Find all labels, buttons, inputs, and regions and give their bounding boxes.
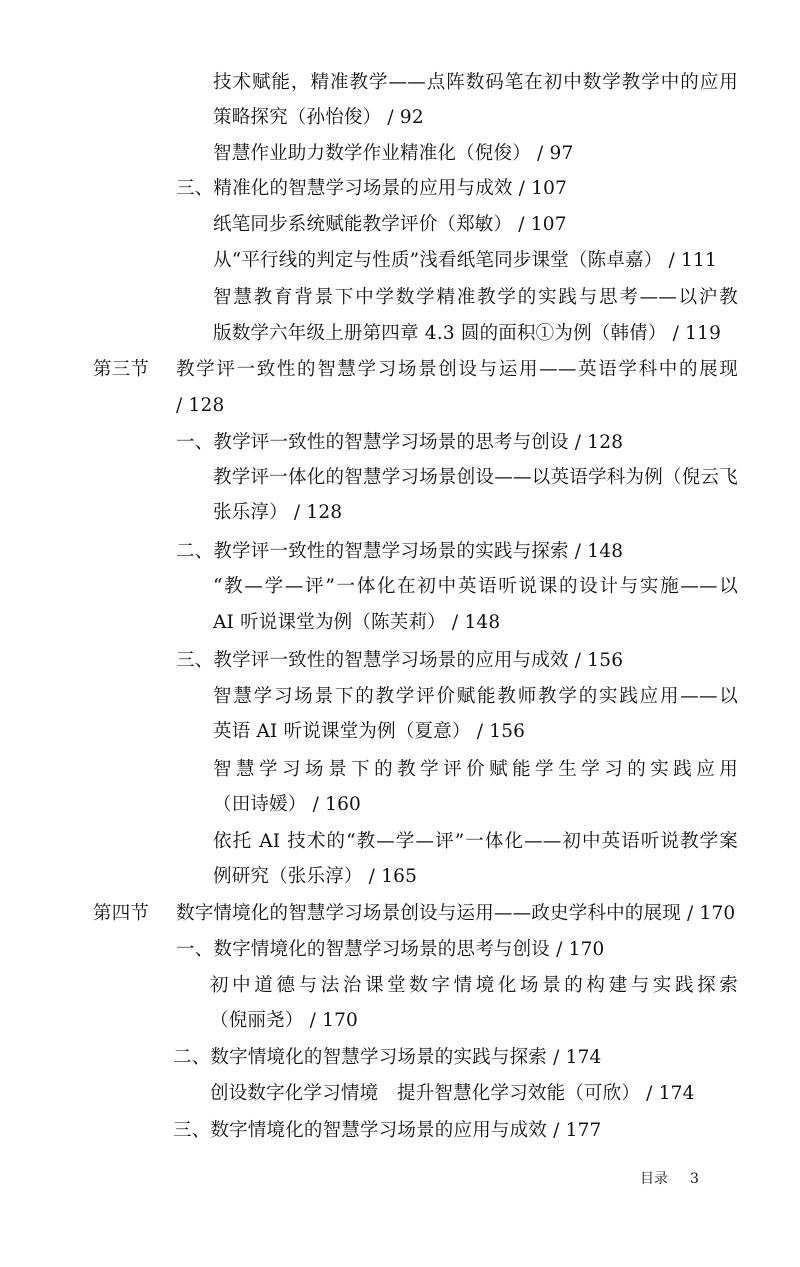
toc-entry: （田诗媛） / 160 — [213, 794, 362, 815]
toc-section-page: / 128 — [176, 395, 225, 416]
toc-entry: 技术赋能，精准教学——点阵数码笔在初中数学教学中的应用 — [213, 72, 738, 93]
toc-subsection-heading: 一、数字情境化的智慧学习场景的思考与创设 / 170 — [176, 939, 605, 960]
section-label: 第四节 — [93, 903, 150, 924]
toc-entry: 策略探究（孙怡俊） / 92 — [213, 107, 424, 128]
toc-entry: 张乐淳） / 128 — [213, 502, 343, 523]
toc-entry: 教学评一体化的智慧学习场景创设——以英语学科为例（倪云飞 — [213, 467, 738, 488]
toc-subsection-heading: 一、教学评一致性的智慧学习场景的思考与创设 / 128 — [176, 432, 624, 453]
toc-subsection-heading: 二、教学评一致性的智慧学习场景的实践与探索 / 148 — [176, 541, 624, 562]
toc-entry: 从“平行线的判定与性质”浅看纸笔同步课堂（陈卓嘉） / 111 — [213, 250, 717, 271]
footer-label: 目录 — [640, 1171, 668, 1187]
toc-section-title: 教学评一致性的智慧学习场景创设与运用——英语学科中的展现 — [176, 359, 738, 380]
toc-entry: 智慧学习场景下的教学评价赋能教师教学的实践应用——以 — [213, 686, 738, 707]
toc-entry: 英语 AI 听说课堂为例（夏意） / 156 — [213, 721, 526, 742]
toc-entry: 初中道德与法治课堂数字情境化场景的构建与实践探索 — [210, 975, 738, 996]
toc-subsection-heading: 三、精准化的智慧学习场景的应用与成效 / 107 — [176, 178, 568, 199]
toc-entry: 智慧学习场景下的教学评价赋能学生学习的实践应用 — [213, 759, 738, 780]
toc-section-title: 数字情境化的智慧学习场景创设与运用——政史学科中的展现 / 170 — [176, 903, 736, 924]
toc-entry: “教—学—评”一体化在初中英语听说课的设计与实施——以 — [213, 576, 738, 597]
toc-entry: AI 听说课堂为例（陈芙莉） / 148 — [213, 612, 501, 633]
toc-entry: 智慧作业助力数学作业精准化（倪俊） / 97 — [213, 143, 574, 164]
toc-entry: 创设数字化学习情境 提升智慧化学习效能（可欣） / 174 — [210, 1083, 695, 1104]
toc-entry: （倪丽尧） / 170 — [210, 1010, 359, 1031]
page-footer — [640, 1168, 699, 1188]
toc-entry: 版数学六年级上册第四章 4.3 圆的面积①为例（韩倩） / 119 — [213, 323, 722, 344]
section-label: 第三节 — [93, 359, 150, 380]
page-number: 3 — [690, 1171, 699, 1187]
toc-entry: 智慧教育背景下中学数学精准教学的实践与思考——以沪教 — [213, 287, 738, 308]
toc-entry: 纸笔同步系统赋能教学评价（郑敏） / 107 — [213, 214, 567, 235]
toc-entry: 依托 AI 技术的“教—学—评”一体化——初中英语听说教学案 — [213, 831, 738, 852]
toc-subsection-heading: 三、数字情境化的智慧学习场景的应用与成效 / 177 — [173, 1120, 602, 1141]
toc-subsection-heading: 三、教学评一致性的智慧学习场景的应用与成效 / 156 — [176, 650, 624, 671]
toc-entry: 例研究（张乐淳） / 165 — [213, 866, 418, 887]
toc-subsection-heading: 二、数字情境化的智慧学习场景的实践与探索 / 174 — [173, 1047, 602, 1068]
